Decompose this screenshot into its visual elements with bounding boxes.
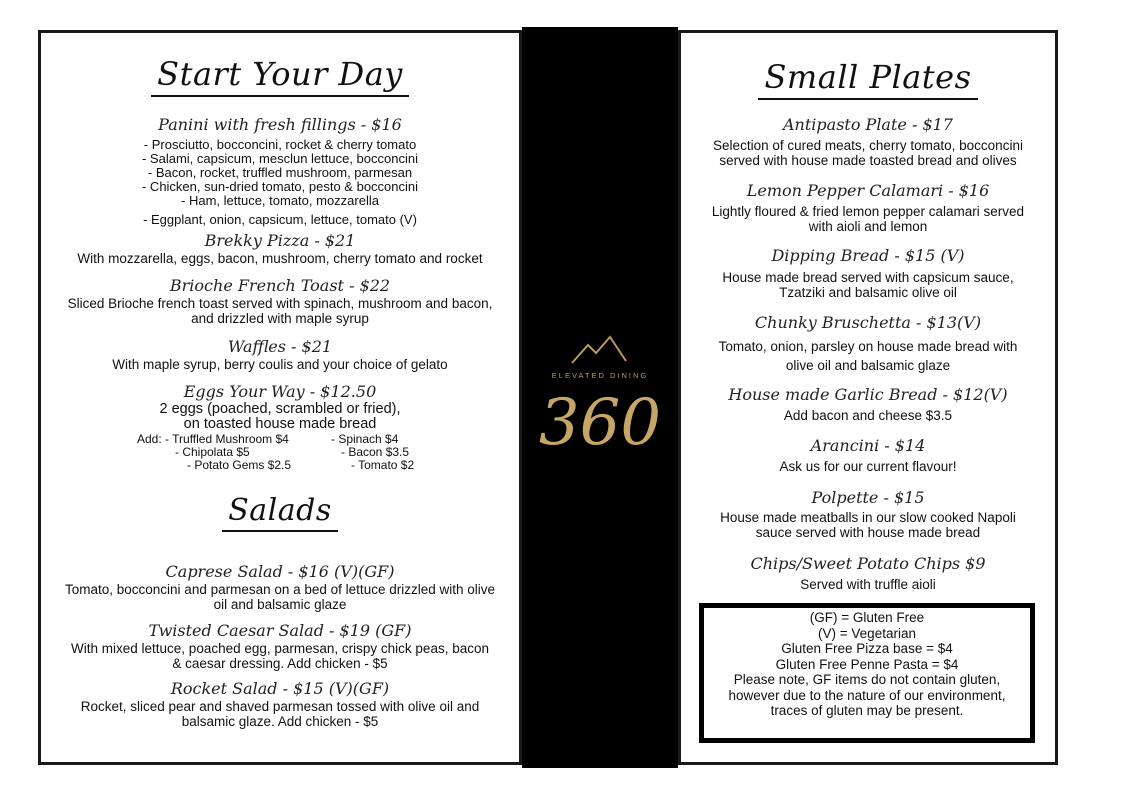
- caesar-desc: [41, 641, 519, 671]
- panini-title: Panini with fresh fillings - $16: [158, 115, 402, 134]
- dipping-bread-desc-line: Tzatziki and balsamic olive oil: [779, 285, 957, 300]
- eggs-addon: - Spinach $4: [331, 432, 399, 446]
- eggs-desc-line: 2 eggs (poached, scrambled or fried),: [159, 401, 401, 417]
- panini-filling: - Ham, lettuce, tomato, mozzarella: [181, 193, 379, 208]
- elevated-dining-logo: [522, 327, 678, 487]
- logo-tagline: ELEVATED DINING: [551, 371, 649, 380]
- mountain-icon: [522, 327, 678, 367]
- brioche-desc-line: and drizzled with maple syrup: [191, 311, 369, 326]
- chips-title: Chips/Sweet Potato Chips $9: [750, 554, 986, 573]
- caesar-title: Twisted Caesar Salad - $19 (GF): [148, 621, 412, 640]
- antipasto-desc: [681, 138, 1055, 168]
- brioche-desc-line: Sliced Brioche french toast served with spinach, mushroom and bacon,: [67, 296, 493, 311]
- caesar-desc-line: & caesar dressing. Add chicken - $5: [172, 656, 388, 671]
- salads-title: [41, 493, 519, 532]
- garlic-bread-desc: Add bacon and cheese $3.5: [783, 408, 953, 423]
- note-line: Gluten Free Penne Pasta = $4: [775, 656, 959, 672]
- small-plates-title: [681, 58, 1055, 100]
- waffles-title: Waffles - $21: [227, 337, 333, 356]
- polpette-desc: [681, 510, 1055, 540]
- eggs-desc: [41, 402, 519, 432]
- eggs-addon: Add: - Truffled Mushroom $4: [137, 432, 289, 446]
- left-menu-panel: [38, 30, 522, 765]
- antipasto-desc-line: Selection of cured meats, cherry tomato, bocconcini: [713, 138, 1023, 153]
- eggs-addon: - Tomato $2: [351, 458, 415, 472]
- arancini-title: Arancini - $14: [810, 436, 926, 455]
- calamari-desc-line: with aioli and lemon: [808, 219, 928, 234]
- panini-fillings: [41, 138, 519, 227]
- note-line: (V) = Vegetarian: [818, 625, 916, 641]
- panini-filling: - Bacon, rocket, truffled mushroom, parmesan: [147, 165, 413, 180]
- logo-number: 360: [538, 386, 662, 460]
- dipping-bread-desc-line: House made bread served with capsicum sauce,: [722, 270, 1014, 285]
- note-line: traces of gluten may be present.: [770, 703, 964, 718]
- arancini-desc: Ask us for our current flavour!: [779, 459, 957, 474]
- caesar-desc-line: With mixed lettuce, poached egg, parmesan, crispy chick peas, bacon: [71, 641, 489, 656]
- antipasto-desc-line: served with house made toasted bread and olives: [719, 153, 1017, 168]
- caprese-desc-line: oil and balsamic glaze: [213, 597, 347, 612]
- panini-filling: - Prosciutto, bocconcini, rocket & cherry tomato: [143, 137, 417, 152]
- dietary-notes: [704, 610, 1030, 719]
- small-plates-title-text: Small Plates: [758, 58, 977, 100]
- caprese-desc: [41, 582, 519, 612]
- caprese-title: Caprese Salad - $16 (V)(GF): [165, 562, 395, 581]
- dipping-bread-desc: [681, 270, 1055, 300]
- right-menu-panel: [678, 30, 1058, 765]
- rocket-desc-line: balsamic glaze. Add chicken - $5: [181, 714, 379, 729]
- garlic-bread-title: House made Garlic Bread - $12(V): [728, 385, 1008, 404]
- eggs-title: Eggs Your Way - $12.50: [183, 382, 377, 401]
- rocket-desc: [41, 699, 519, 729]
- start-your-day-title-text: Start Your Day: [151, 55, 409, 97]
- calamari-title: Lemon Pepper Calamari - $16: [746, 181, 990, 200]
- caprese-desc-line: Tomato, bocconcini and parmesan on a bed of lettuce drizzled with olive: [65, 582, 495, 597]
- eggs-desc-line: on toasted house made bread: [183, 416, 377, 432]
- bruschetta-desc-line: olive oil and balsamic glaze: [785, 358, 951, 373]
- brioche-title: Brioche French Toast - $22: [169, 276, 391, 295]
- note-line: (GF) = Gluten Free: [809, 610, 925, 625]
- panini-filling: - Eggplant, onion, capsicum, lettuce, tomato (V): [143, 212, 417, 227]
- note-line: Please note, GF items do not contain gluten,: [733, 672, 1001, 687]
- polpette-desc-line: House made meatballs in our slow cooked Napoli: [720, 510, 1016, 525]
- panini-filling: - Salami, capsicum, mesclun lettuce, bocconcini: [141, 151, 418, 166]
- brekky-pizza-title: Brekky Pizza - $21: [204, 231, 356, 250]
- bruschetta-title: Chunky Bruschetta - $13(V): [754, 313, 982, 332]
- bruschetta-desc: [681, 337, 1055, 375]
- chips-desc: Served with truffle aioli: [800, 577, 936, 592]
- calamari-desc-line: Lightly floured & fried lemon pepper calamari served: [711, 204, 1025, 219]
- eggs-addon: - Potato Gems $2.5: [187, 458, 292, 472]
- rocket-title: Rocket Salad - $15 (V)(GF): [170, 679, 390, 698]
- waffles-desc: With maple syrup, berry coulis and your choice of gelato: [112, 357, 448, 372]
- polpette-desc-line: sauce served with house made bread: [755, 525, 981, 540]
- note-line: however due to the nature of our environment,: [728, 687, 1006, 703]
- eggs-addon: - Bacon $3.5: [341, 445, 410, 459]
- bruschetta-desc-line: Tomato, onion, parsley on house made bread with: [718, 339, 1018, 354]
- calamari-desc: [681, 204, 1055, 234]
- start-your-day-title: [41, 55, 519, 97]
- center-strip: [522, 27, 678, 768]
- polpette-title: Polpette - $15: [811, 488, 925, 507]
- panini-filling: - Chicken, sun-dried tomato, pesto & bocconcini: [141, 179, 419, 194]
- rocket-desc-line: Rocket, sliced pear and shaved parmesan tossed with olive oil and: [80, 699, 480, 714]
- note-line: Gluten Free Pizza base = $4: [781, 641, 953, 656]
- eggs-addon: - Chipolata $5: [175, 445, 250, 459]
- antipasto-title: Antipasto Plate - $17: [783, 115, 953, 134]
- dipping-bread-title: Dipping Bread - $15 (V): [771, 246, 965, 265]
- dietary-notes-box: [699, 603, 1035, 743]
- brekky-pizza-desc: With mozzarella, eggs, bacon, mushroom, cherry tomato and rocket: [77, 251, 483, 266]
- salads-title-text: Salads: [222, 493, 338, 532]
- brioche-desc: [41, 296, 519, 326]
